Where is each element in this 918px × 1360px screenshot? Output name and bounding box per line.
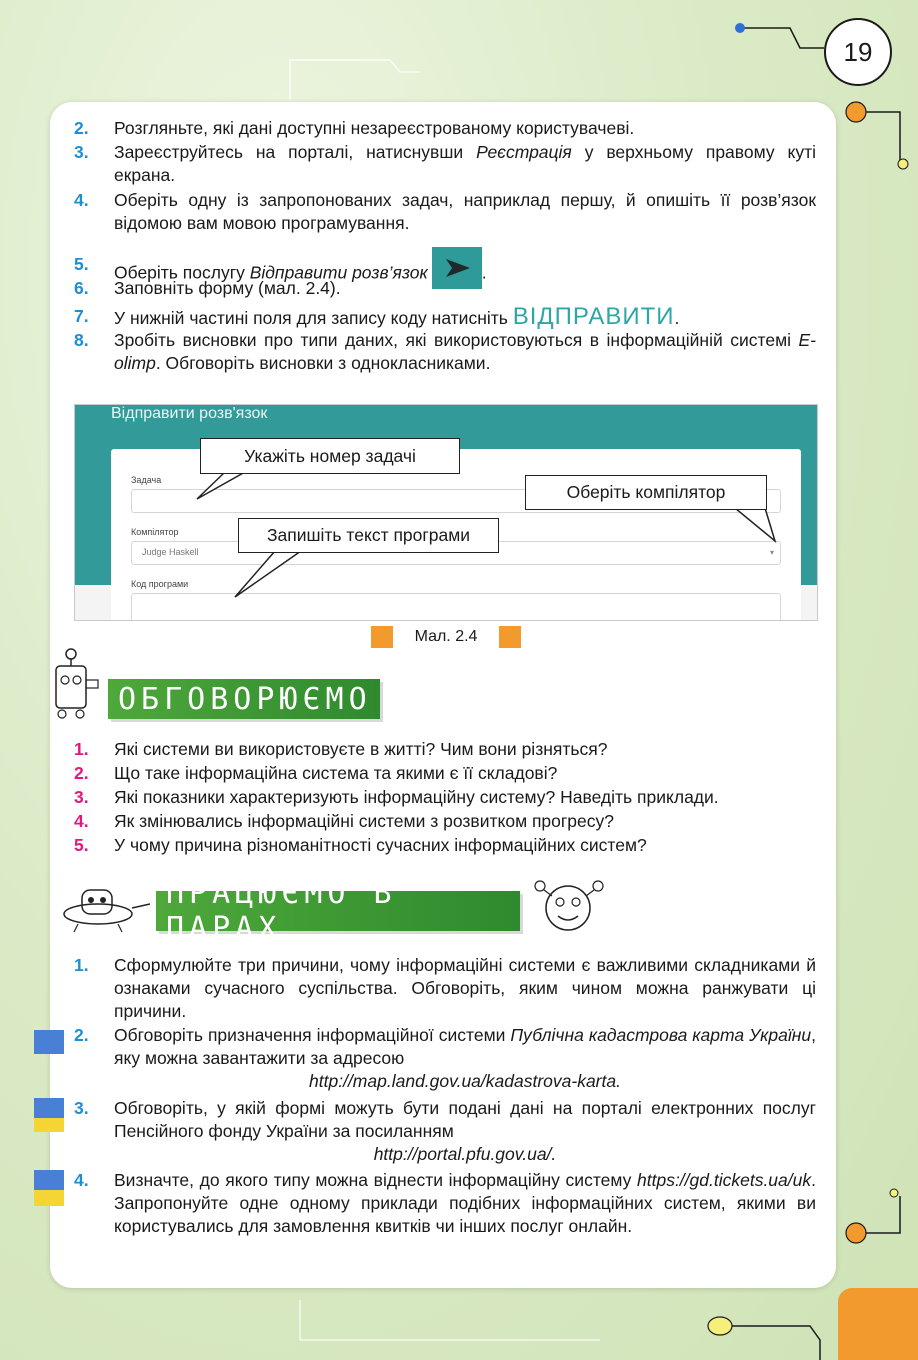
url-link[interactable]: http://map.land.gov.ua/kadastrova-karta. bbox=[309, 1071, 621, 1091]
page-number: 19 bbox=[824, 18, 892, 86]
compiler-field-label: Компілятор bbox=[131, 527, 179, 537]
alien-ship-icon bbox=[58, 878, 154, 938]
discuss-banner: ОБГОВОРЮЄМО bbox=[108, 679, 380, 719]
code-field-label: Код програми bbox=[131, 579, 189, 589]
url-link[interactable]: http://portal.pfu.gov.ua/. bbox=[373, 1144, 557, 1164]
figure-caption bbox=[366, 626, 526, 648]
send-button-label[interactable]: ВІДПРАВИТИ bbox=[512, 303, 675, 330]
form-title: Відправити розв'язок bbox=[111, 405, 268, 422]
callout-code: Запишіть текст програми bbox=[238, 518, 499, 553]
chevron-down-icon: ▾ bbox=[769, 548, 774, 557]
page-corner-tab bbox=[838, 1288, 918, 1360]
instruction-text: У нижній частині поля для запису коду натисніть ВІДПРАВИТИ. bbox=[114, 303, 680, 330]
robot-icon bbox=[46, 640, 106, 722]
caption-marker bbox=[499, 626, 521, 648]
instruction-text: Зробіть висновки про типи даних, які використовуються в інформаційній системі E-olimp. Обговоріть висновки з однокласниками. bbox=[114, 330, 816, 373]
instruction-text: Оберіть послугу Відправити розв’язок . bbox=[114, 253, 816, 295]
pairs-banner: ПРАЦЮЄМО В ПАРАХ bbox=[156, 891, 520, 931]
lego-bricks-decoration bbox=[32, 1024, 68, 1214]
instruction-text: Розгляньте, які дані доступні незареєстрованому користувачеві. bbox=[114, 118, 635, 138]
caption-marker bbox=[371, 626, 393, 648]
compiler-value: Judge Haskell bbox=[142, 547, 199, 557]
caption-text: Мал. 2.4 bbox=[414, 628, 478, 645]
figure-submit-form bbox=[74, 404, 818, 621]
instruction-text: Оберіть одну із запропонованих задач, наприклад першу, й опишіть її розв’язок відомою вам мовою програмування. bbox=[114, 190, 816, 233]
callout-compiler: Оберіть компілятор bbox=[525, 475, 767, 510]
callout-task: Укажіть номер задачі bbox=[200, 438, 460, 474]
monster-icon bbox=[528, 876, 610, 938]
instruction-text: Зареєструйтесь на порталі, натиснувши Реєстрація у верхньому правому куті екрана. bbox=[114, 142, 816, 185]
instruction-text: Заповніть форму (мал. 2.4). bbox=[114, 278, 341, 298]
task-field-label: Задача bbox=[131, 475, 162, 485]
